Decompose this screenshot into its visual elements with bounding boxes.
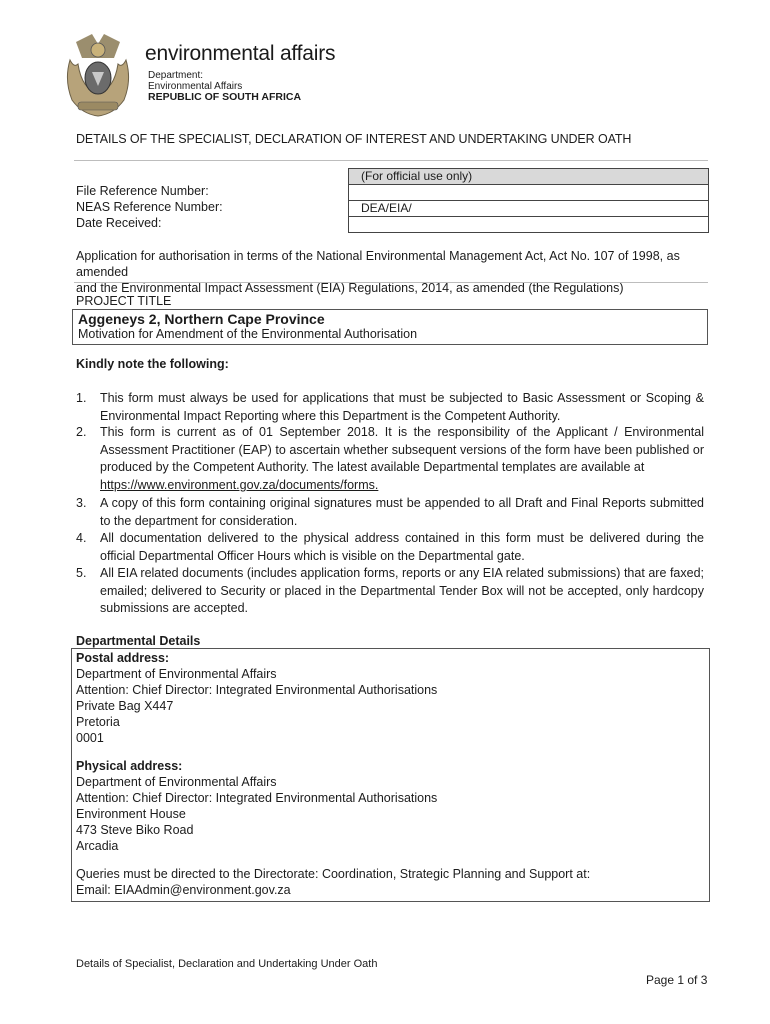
list-item bbox=[76, 390, 704, 425]
list-text-wrap bbox=[100, 424, 704, 494]
list-item bbox=[76, 495, 704, 530]
org-title: environmental affairs bbox=[145, 42, 336, 65]
neas-reference-label: NEAS Reference Number: bbox=[76, 200, 223, 214]
forms-link[interactable]: https://www.environment.gov.za/documents/forms. bbox=[100, 477, 379, 492]
note-heading: Kindly note the following: bbox=[76, 357, 229, 371]
project-subtitle: Motivation for Amendment of the Environmental Authorisation bbox=[78, 327, 418, 341]
file-reference-cell[interactable] bbox=[349, 184, 708, 200]
physical-address-label: Physical address: bbox=[76, 759, 183, 773]
list-number: 3. bbox=[76, 496, 87, 510]
document-heading: DETAILS OF THE SPECIALIST, DECLARATION OF INTEREST AND UNDERTAKING UNDER OATH bbox=[76, 132, 632, 146]
postal-line: Private Bag X447 bbox=[76, 699, 174, 713]
list-text: This form is current as of 01 September 2018. It is the responsibility of the Applicant / Environmental Assessment Practitioner (EAP) to ascertain whether subsequent versions of the form have been published or produced by the Competent Authority. The latest available Departmental templates are available at bbox=[100, 425, 704, 475]
postal-line: Department of Environmental Affairs bbox=[76, 667, 277, 681]
departmental-details-heading: Departmental Details bbox=[76, 634, 201, 648]
list-item bbox=[76, 424, 704, 494]
official-use-header: (For official use only) bbox=[349, 169, 708, 184]
coat-of-arms-icon bbox=[62, 30, 134, 120]
postal-line: Attention: Chief Director: Integrated Environmental Authorisations bbox=[76, 683, 438, 697]
list-number: 5. bbox=[76, 566, 87, 580]
file-reference-label: File Reference Number: bbox=[76, 184, 209, 198]
official-use-table bbox=[348, 168, 709, 233]
project-title-label: PROJECT TITLE bbox=[76, 294, 172, 308]
application-line-2: and the Environmental Impact Assessment (EIA) Regulations, 2014, as amended (the Regulations) bbox=[76, 281, 624, 295]
list-number: 1. bbox=[76, 391, 87, 405]
postal-address-label: Postal address: bbox=[76, 651, 170, 665]
application-line-1: Application for authorisation in terms of the National Environmental Management Act, Act No. 107 of 1998, as amended bbox=[76, 249, 680, 279]
divider bbox=[74, 282, 708, 283]
dept-line-3: REPUBLIC OF SOUTH AFRICA bbox=[148, 91, 302, 103]
queries-text: Queries must be directed to the Directorate: Coordination, Strategic Planning and Support at: bbox=[76, 867, 591, 881]
list-number: 4. bbox=[76, 531, 87, 545]
list-number: 2. bbox=[76, 425, 87, 439]
neas-reference-cell[interactable]: DEA/EIA/ bbox=[349, 200, 708, 216]
page-number: Page 1 of 3 bbox=[646, 973, 708, 987]
list-text: This form must always be used for applications that must be subjected to Basic Assessment or Scoping & Environmental Impact Reporting where this Department is the Competent Authority. bbox=[100, 391, 704, 423]
footer-title: Details of Specialist, Declaration and Undertaking Under Oath bbox=[76, 958, 378, 970]
list-text: All documentation delivered to the physical address contained in this form must be delivered during the official Departmental Officer Hours which is visible on the Departmental gate. bbox=[100, 531, 704, 563]
list-item bbox=[76, 530, 704, 565]
divider bbox=[74, 160, 708, 161]
physical-line: Department of Environmental Affairs bbox=[76, 775, 277, 789]
date-received-cell[interactable] bbox=[349, 216, 708, 232]
list-text: All EIA related documents (includes application forms, reports or any EIA related submissions) that are faxed; emailed; delivered to Security or placed in the Departmental Tender Box will not be accepted, only hardcopy submissions are accepted. bbox=[100, 566, 704, 616]
list-item bbox=[76, 565, 704, 618]
physical-line: Environment House bbox=[76, 807, 186, 821]
physical-line: Attention: Chief Director: Integrated Environmental Authorisations bbox=[76, 791, 438, 805]
dept-line-1: Department: bbox=[148, 70, 204, 81]
dept-line-2: Environmental Affairs bbox=[148, 81, 243, 92]
postal-line: 0001 bbox=[76, 731, 104, 745]
reference-labels bbox=[76, 183, 223, 231]
list-text: A copy of this form containing original signatures must be appended to all Draft and Final Reports submitted to the department for consideration. bbox=[100, 496, 704, 528]
physical-line: 473 Steve Biko Road bbox=[76, 823, 194, 837]
postal-line: Pretoria bbox=[76, 715, 120, 729]
date-received-label: Date Received: bbox=[76, 216, 162, 230]
department-lines bbox=[148, 70, 301, 103]
email-text[interactable]: Email: EIAAdmin@environment.gov.za bbox=[76, 883, 291, 897]
physical-line: Arcadia bbox=[76, 839, 119, 853]
application-text bbox=[76, 248, 706, 296]
project-title: Aggeneys 2, Northern Cape Province bbox=[78, 311, 325, 327]
